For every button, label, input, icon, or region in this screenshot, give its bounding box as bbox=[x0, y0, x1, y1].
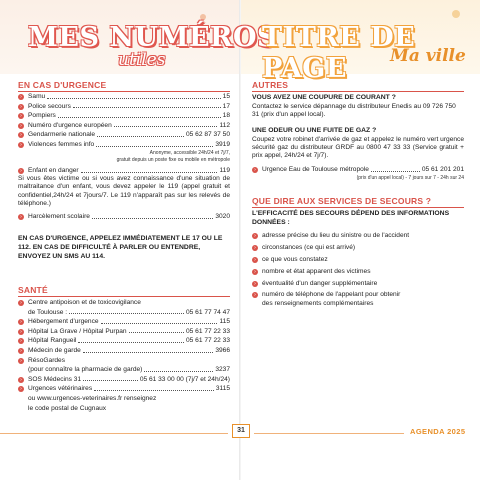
bullet-icon: › bbox=[18, 329, 24, 335]
bullet-icon: › bbox=[18, 113, 24, 119]
secours-list bbox=[252, 230, 464, 308]
list-item: › Hébergement d'urgence 115 bbox=[18, 317, 230, 327]
sante-list bbox=[18, 298, 230, 413]
footer-stripe-left bbox=[0, 433, 228, 434]
list-item: › RésoGardes (pour connaître la pharmacie de garde) 3237 bbox=[18, 356, 230, 375]
bullet-icon: › bbox=[18, 132, 24, 138]
bullet-icon: › bbox=[18, 123, 24, 129]
footer-stripe-right bbox=[254, 433, 404, 434]
page-number: 31 bbox=[232, 424, 250, 438]
list-item: › Hôpital La Grave / Hôpital Purpan 05 61 77 22 33 bbox=[18, 327, 230, 337]
sante-underline bbox=[18, 296, 230, 297]
bullet-icon: › bbox=[18, 142, 24, 148]
enfant-paragraph: Si vous êtes victime ou si vous avez connaissance d'une situation de maltraitance d'un enfant, vous devez appeler le 119 (appel gratuit et confidentiel,24h/24 et 7jours/7. Le 119 n'apparaît pas sur les relevés de téléphone.) bbox=[18, 175, 230, 208]
list-item: › Médecin de garde 3966 bbox=[18, 346, 230, 356]
urgence-warning: EN CAS D'URGENCE, APPELEZ IMMÉDIATEMENT LE 17 OU LE 112. EN CAS DE DIFFICULTÉ À PARLER OU ENTENDRE, ENVOYEZ UN SMS AU 114. bbox=[18, 235, 223, 260]
bullet-icon: › bbox=[18, 348, 24, 354]
coupure-text: Contactez le service dépannage du distributeur Enedis au 09 726 750 31 (prix d'un appel local). bbox=[252, 102, 456, 118]
list-item: › Samu 15 bbox=[18, 92, 230, 102]
violences-note-1: Anonyme, accessible 24h/24 et 7j/7, bbox=[149, 150, 230, 156]
bullet-icon: › bbox=[252, 269, 258, 275]
list-item: › Urgence Eau de Toulouse métropole 05 61 201 201 bbox=[252, 165, 464, 175]
list-item: › Violences femmes info 3919 bbox=[18, 140, 230, 150]
gaz-question: UNE ODEUR OU UNE FUITE DE GAZ ? bbox=[252, 127, 377, 134]
bullet-icon: › bbox=[252, 167, 258, 173]
bullet-icon: › bbox=[252, 233, 258, 239]
bullet-icon: › bbox=[18, 386, 24, 392]
harcelement-list bbox=[18, 212, 230, 222]
decoration-dot bbox=[452, 10, 460, 18]
list-item: › Police secours 17 bbox=[18, 102, 230, 112]
secours-intro: L'EFFICACITÉ DES SECOURS DÉPEND DES INFORMATIONS DONNÉES : bbox=[252, 210, 450, 226]
right-page-title: TITRE DE PAGE bbox=[262, 22, 416, 84]
gaz-block bbox=[252, 127, 464, 161]
page-fold bbox=[239, 0, 241, 480]
eau-note: (prix d'un appel local) - 7 jours sur 7 - 24h sur 24 bbox=[356, 175, 464, 181]
list-item: › Harcèlement scolaire 3020 bbox=[18, 212, 230, 222]
secours-heading: QUE DIRE AUX SERVICES DE SECOURS ? bbox=[252, 196, 432, 206]
coupure-block bbox=[252, 94, 464, 119]
decoration-dot bbox=[200, 14, 206, 20]
coupure-question: VOUS AVEZ UNE COUPURE DE COURANT ? bbox=[252, 94, 396, 101]
eau-list bbox=[252, 165, 464, 175]
right-page-subtitle: Ma ville bbox=[390, 46, 466, 66]
list-item: › circonstances (ce qui est arrivé) bbox=[252, 242, 464, 254]
urgence-list bbox=[18, 92, 230, 150]
list-item: › Numéro d'urgence européen 112 bbox=[18, 121, 230, 131]
secours-underline bbox=[252, 207, 464, 208]
bullet-icon: › bbox=[18, 300, 24, 306]
list-item: › Enfant en danger 119 bbox=[18, 166, 230, 176]
list-item: › nombre et état apparent des victimes bbox=[252, 266, 464, 278]
left-page-title: MES NUMÉROS bbox=[28, 22, 278, 53]
bullet-icon: › bbox=[252, 245, 258, 251]
bullet-icon: › bbox=[18, 358, 24, 364]
bullet-icon: › bbox=[18, 377, 24, 383]
list-item: › Centre antipoison et de toxicovigilance de Toulouse : 05 61 77 74 47 bbox=[18, 298, 230, 317]
urgence-heading: EN CAS D'URGENCE bbox=[18, 80, 107, 90]
bullet-icon: › bbox=[18, 214, 24, 220]
bullet-icon: › bbox=[18, 104, 24, 110]
list-item: › Gendarmerie nationale 05 62 87 37 50 bbox=[18, 130, 230, 140]
agenda-footer: AGENDA 2025 bbox=[410, 427, 466, 436]
bullet-icon: › bbox=[252, 292, 258, 298]
list-item: › adresse précise du lieu du sinistre ou de l'accident bbox=[252, 230, 464, 242]
list-item: › Pompiers 18 bbox=[18, 111, 230, 121]
sante-heading: SANTÉ bbox=[18, 285, 48, 295]
gaz-text: Coupez votre robinet d'arrivée de gaz et appelez le numéro vert urgence sécurité gaz du distributeur GRDF au 0800 47 33 33 (Service gratuit + prix appel, 24h/24 et 7j/7). bbox=[252, 135, 464, 160]
autres-underline bbox=[252, 91, 464, 92]
autres-heading: AUTRES bbox=[252, 80, 289, 90]
bullet-icon: › bbox=[18, 338, 24, 344]
list-item: › Urgences vétérinaires 3115 ou www.urgences-veterinaires.fr renseignez le code postal de Cugnaux bbox=[18, 384, 230, 413]
bullet-icon: › bbox=[18, 168, 24, 174]
bullet-icon: › bbox=[252, 257, 258, 263]
violences-note-2: gratuit depuis un poste fixe ou mobile en métropole bbox=[116, 157, 230, 163]
bullet-icon: › bbox=[252, 281, 258, 287]
bullet-icon: › bbox=[18, 94, 24, 100]
list-item: › SOS Médecins 31 05 61 33 00 00 (7j/7 et 24h/24) bbox=[18, 375, 230, 385]
list-item: › ce que vous constatez bbox=[252, 254, 464, 266]
list-item: › éventualité d'un danger supplémentaire bbox=[252, 278, 464, 290]
bullet-icon: › bbox=[18, 319, 24, 325]
left-page-subtitle: utiles bbox=[118, 50, 166, 70]
list-item: › numéro de téléphone de l'appelant pour obtenir des renseignements complémentaires bbox=[252, 290, 464, 308]
list-item: › Hôpital Rangueil 05 61 77 22 33 bbox=[18, 336, 230, 346]
